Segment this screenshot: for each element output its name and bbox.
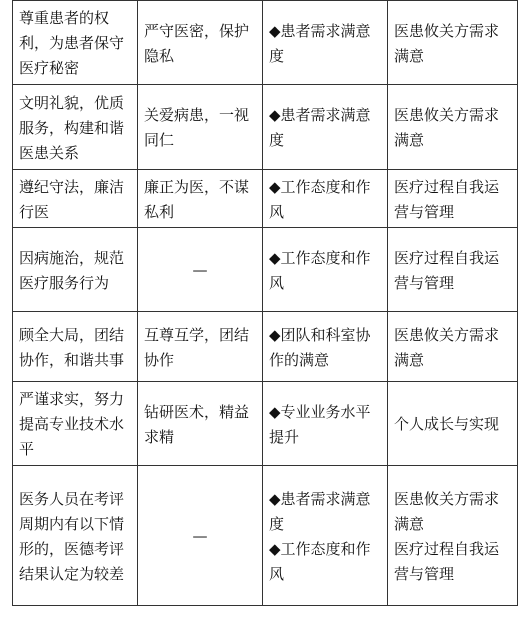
dimension-line: 医疗过程自我运营与管理 bbox=[394, 177, 500, 221]
table-row bbox=[13, 85, 518, 170]
indicator-line: ◆团队和科室协作的满意 bbox=[269, 325, 371, 369]
dimension-cell bbox=[388, 170, 518, 228]
requirement-cell: — bbox=[138, 466, 263, 606]
indicator-line: ◆患者需求满意度 bbox=[269, 21, 371, 65]
indicator-line: ◆工作态度和作风 bbox=[269, 177, 371, 221]
indicator-cell bbox=[263, 170, 388, 228]
dimension-cell bbox=[388, 312, 518, 382]
dimension-line: 医患攸关方需求满意 bbox=[394, 106, 500, 149]
requirement-cell: 严守医密，保护隐私 bbox=[138, 1, 263, 85]
dimension-line: 医患攸关方需求满意 bbox=[394, 325, 500, 369]
table-row bbox=[13, 382, 518, 466]
indicator-line: ◆患者需求满意度 bbox=[269, 106, 371, 149]
ethics-evaluation-table bbox=[12, 0, 518, 606]
indicator-cell bbox=[263, 382, 388, 466]
table-row bbox=[13, 228, 518, 312]
principle-cell: 因病施治，规范医疗服务行为 bbox=[13, 228, 138, 312]
table-row bbox=[13, 170, 518, 228]
indicator-line: ◆工作态度和作风 bbox=[269, 539, 371, 583]
dimension-line: 医患攸关方需求满意 bbox=[394, 489, 500, 533]
table-row bbox=[13, 466, 518, 606]
requirement-cell: 钻研医术，精益求精 bbox=[138, 382, 263, 466]
dimension-cell bbox=[388, 382, 518, 466]
dimension-line: 个人成长与实现 bbox=[394, 415, 500, 433]
indicator-cell bbox=[263, 466, 388, 606]
indicator-cell bbox=[263, 228, 388, 312]
requirement-cell: 关爱病患，一视同仁 bbox=[138, 85, 263, 170]
dimension-line: 医患攸关方需求满意 bbox=[394, 21, 500, 65]
indicator-line: ◆患者需求满意度 bbox=[269, 489, 371, 533]
principle-cell: 尊重患者的权利，为患者保守医疗秘密 bbox=[13, 1, 138, 85]
indicator-line: ◆专业业务水平提升 bbox=[269, 402, 371, 446]
dimension-line: 医疗过程自我运营与管理 bbox=[394, 539, 500, 583]
dimension-cell bbox=[388, 228, 518, 312]
requirement-cell: — bbox=[138, 228, 263, 312]
principle-cell: 文明礼貌，优质服务，构建和谐医患关系 bbox=[13, 85, 138, 170]
principle-cell: 医务人员在考评周期内有以下情形的，医德考评结果认定为较差 bbox=[13, 466, 138, 606]
dimension-cell bbox=[388, 1, 518, 85]
indicator-line: ◆工作态度和作风 bbox=[269, 248, 371, 292]
table-row bbox=[13, 312, 518, 382]
table-row bbox=[13, 1, 518, 85]
dimension-cell bbox=[388, 85, 518, 170]
requirement-cell: 廉正为医，不谋私利 bbox=[138, 170, 263, 228]
dimension-line: 医疗过程自我运营与管理 bbox=[394, 248, 500, 292]
indicator-cell bbox=[263, 85, 388, 170]
principle-cell: 严谨求实，努力提高专业技术水平 bbox=[13, 382, 138, 466]
dimension-cell bbox=[388, 466, 518, 606]
principle-cell: 遵纪守法，廉洁行医 bbox=[13, 170, 138, 228]
indicator-cell bbox=[263, 1, 388, 85]
principle-cell: 顾全大局，团结协作，和谐共事 bbox=[13, 312, 138, 382]
requirement-cell: 互尊互学，团结协作 bbox=[138, 312, 263, 382]
indicator-cell bbox=[263, 312, 388, 382]
